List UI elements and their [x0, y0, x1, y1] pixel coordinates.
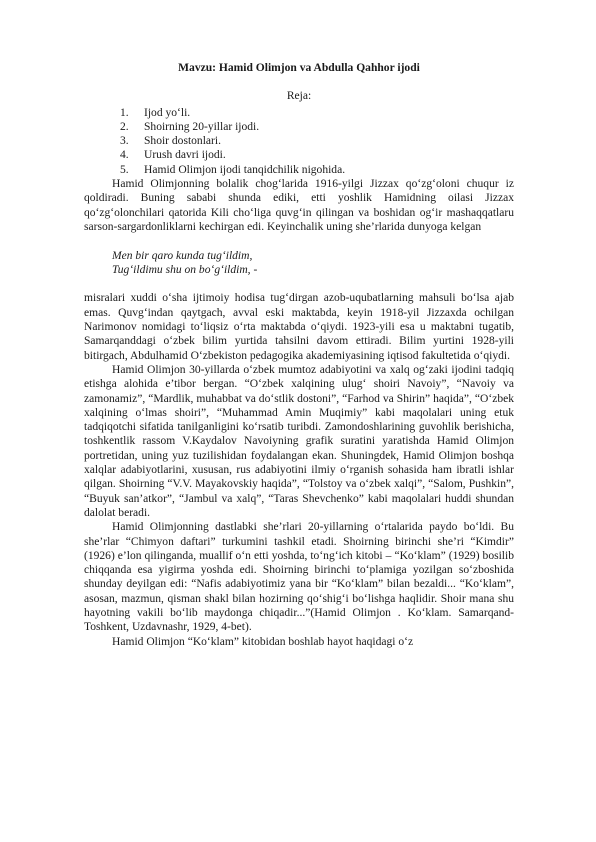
document-page	[84, 54, 514, 649]
plan-item-number: 4.	[120, 149, 129, 162]
plan-item	[84, 106, 514, 120]
plan-item-number: 2.	[120, 120, 129, 133]
poem-line: Men bir qaro kunda tug‘ildim,	[112, 249, 253, 262]
plan-item	[84, 120, 514, 134]
plan-item	[84, 148, 514, 162]
plan-heading: Reja:	[286, 90, 312, 103]
document-title: Mavzu: Hamid Olimjon va Abdulla Qahhor ijodi	[178, 62, 420, 74]
plan-item-number: 1.	[120, 106, 129, 119]
plan-item-text: Ijod yo‘li.	[144, 106, 191, 119]
plan-item	[84, 163, 514, 177]
plan-item-text: Shoirning 20-yillar ijodi.	[144, 120, 260, 133]
plan-item-text: Hamid Olimjon ijodi tanqidchilik nigohida.	[144, 163, 346, 176]
plan-item-text: Shoir dostonlari.	[144, 135, 221, 148]
plan-list	[84, 106, 514, 177]
plan-item-text: Urush davri ijodi.	[144, 149, 226, 162]
poem-line: Tug‘ildimu shu on bo‘g‘ildim, -	[112, 263, 258, 276]
plan-item-number: 5.	[120, 163, 129, 176]
paragraph-3: Hamid Olimjon 30-yillarda o‘zbek mumtoz adabiyotini va xalq og‘zaki ijodini tadqiq etishga alohida e’tibor bergan. “O‘zbek xalqining ulug‘ shoiri Navoiy”, “Navoiy va zamonamiz”, “Mardlik, muhabbat va do‘stlik dostoni”, “Farhod va Shirin” haqida”, “O‘zbek xalqining o‘lmas shoiri”, “Muhammad Amin Muqimiy” kabi maqolalari uning etuk tadqiqotchi sifatida tanilganligini ko‘rsatib turibdi. Zamondoshlarining guvohlik berishicha, toshkentlik rassom V.Kaydalov Navoiyning grafik suratini yaratishda Hamid Olimjon portretidan, uning yuz tuzilishidan foydalangan ekan. Shuningdek, Hamid Olimjon boshqa xalqlar adabiyotlarini, xususan, rus adabiyotini ilmiy o‘rganish sohasida ham ibratli ishlar qilgan. Shoirning “V.V. Mayakovskiy haqida”, “Tolstoy va o‘zbek xalqi”, “Salom, Pushkin”, “Buyuk san’atkor”, “Jambul va xalq”, “Taras Shevchenko” kabi maqolalari huddi shundan dalolat beradi.	[84, 363, 514, 519]
paragraph-4: Hamid Olimjonning dastlabki she’rlari 20-yillarning o‘rtalarida paydo bo‘ldi. Bu she’rlar “Chimyon daftari” turkumini tashkil etadi. Shoirning birinchi she’ri “Kimdir” (1926) e’lon qilinganda, muallif o‘n etti yoshda, to‘ng‘ich kitobi – “Ko‘klam” (1929) bosilib chiqqanda esa yigirma yoshda edi. Shoirning birinchi to‘plamiga yozilgan so‘zboshida shunday deyilgan edi: “Nafis adabiyotimiz yana bir “Ko‘klam” bilan bezaldi... “Ko‘klam”, asosan, mazmun, qisman shakl bilan hozirning qo‘shig‘i bo‘lishga haqlidir. Shoir mana shu hayotning vakili bo‘lib maydonga chiqadir...”(Hamid Olimjon . Ko‘klam. Samarqand-Toshkent, Uzdavnashr, 1929, 4-bet).	[84, 521, 514, 634]
paragraph-2: misralari xuddi o‘sha ijtimoiy hodisa tug‘dirgan azob-uqubatlarning mahsuli bo‘lsa ajab emas. Quvg‘indan qaytgach, avval eski maktabda, keyin 1918-yil Jizzaxda ochilgan Narimonov nomidagi to‘liqsiz o‘rta maktabda o‘qiydi. 1923-yili esa u maktabni tugatib, Samarqanddagi o‘zbek bilim yurtida tahsilni davom ettiradi. Bilim yurtini 1928-yili bitirgach, Abdulhamid O‘zbekiston pedagogika akademiyasining iqtisod fakultetida o‘qiydi.	[84, 292, 514, 362]
plan-item	[84, 134, 514, 148]
paragraph-5: Hamid Olimjon “Ko‘klam” kitobidan boshlab hayot haqidagi o‘z	[112, 635, 414, 648]
poem-quote	[112, 249, 514, 278]
paragraph-1: Hamid Olimjonning bolalik chog‘larida 1916-yilgi Jizzax qo‘zg‘oloni chuqur iz qoldiradi. Buning sababi shunda ediki, etti yoshlik Hamidning oilasi Jizzax qo‘zg‘olonchilari qatorida Kili cho‘liga quvg‘in qilingan va boshidan og‘ir mashaqqatlaru sarson-sargardonliklarni kechirgan edi. Keyinchalik uning she’rlarida dunyoga kelgan	[84, 178, 514, 233]
plan-item-number: 3.	[120, 135, 129, 148]
